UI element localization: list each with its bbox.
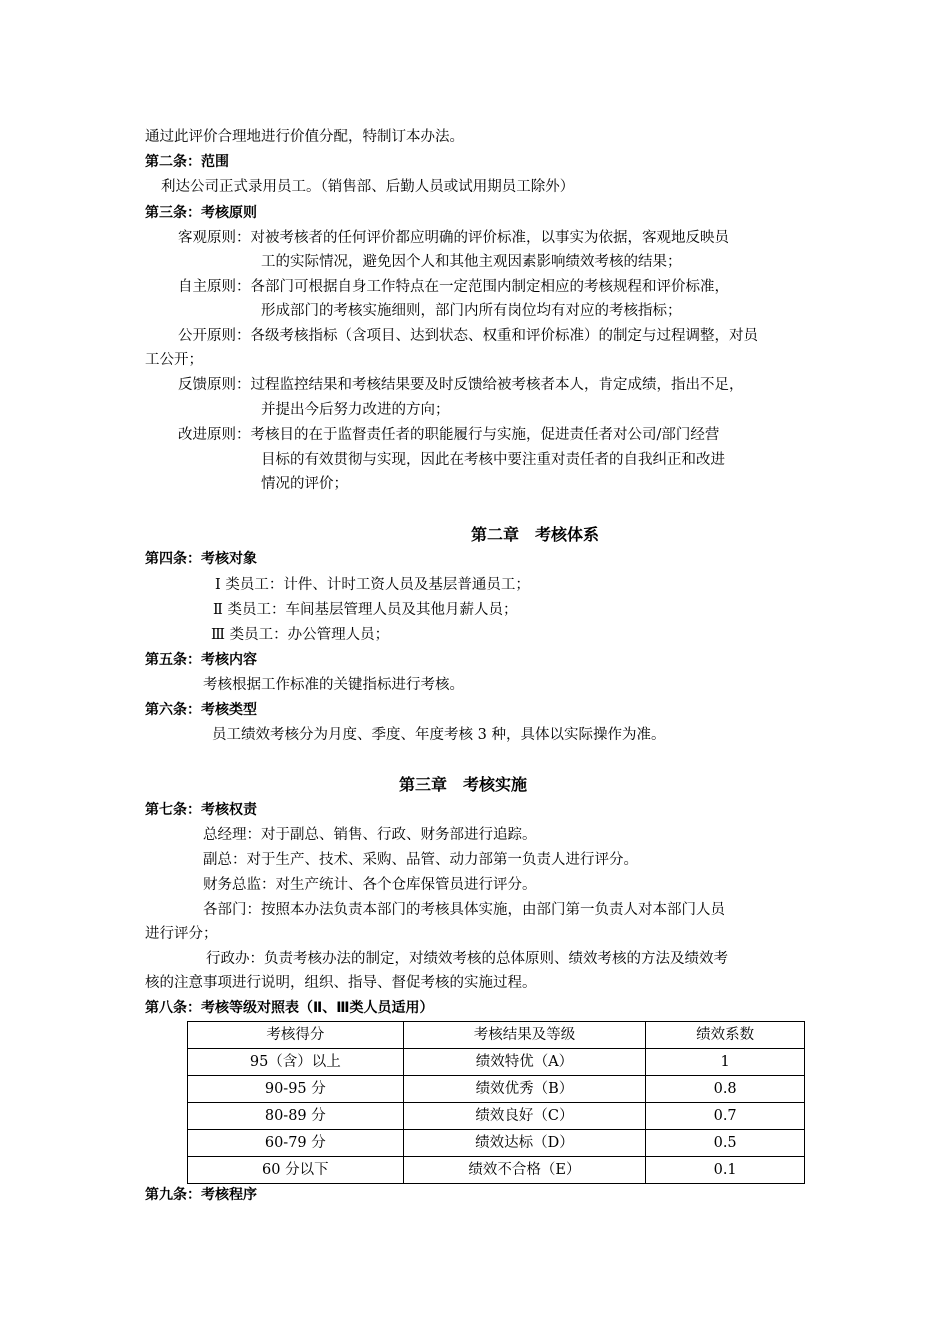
table-cell: 绩效达标（D） — [403, 1130, 646, 1157]
principle-feedback-cont: 并提出今后努力改进的方向； — [261, 402, 450, 418]
table-cell: 0.8 — [646, 1076, 805, 1103]
principle-improvement-cont-2: 情况的评价； — [261, 476, 348, 492]
table-header: 绩效系数 — [646, 1022, 805, 1049]
duty-vice-president: 副总：对于生产、技术、采购、品管、动力部第一负责人进行评分。 — [203, 852, 638, 868]
article-5-text: 考核根据工作标准的关键指标进行考核。 — [203, 677, 464, 693]
principle-openness: 公开原则：各级考核指标（含项目、达到状态、权重和评价标准）的制定与过程调整，对员 — [178, 328, 758, 344]
table-header: 考核结果及等级 — [403, 1022, 646, 1049]
table-cell: 1 — [646, 1049, 805, 1076]
article-2-title: 第二条：范围 — [145, 154, 229, 170]
article-7-title: 第七条：考核权责 — [145, 802, 257, 818]
article-6-title: 第六条：考核类型 — [145, 702, 257, 718]
table-cell: 60 分以下 — [188, 1157, 404, 1184]
article-8-title: 第八条：考核等级对照表（Ⅱ、Ⅲ类人员适用） — [145, 1000, 434, 1016]
table-cell: 绩效特优（A） — [403, 1049, 646, 1076]
duty-admin-office-cont: 核的注意事项进行说明，组织、指导、督促考核的实施过程。 — [145, 975, 537, 991]
table-cell: 绩效优秀（B） — [403, 1076, 646, 1103]
article-2-text: 利达公司正式录用员工。（销售部、后勤人员或试用期员工除外） — [161, 179, 575, 195]
table-cell: 0.1 — [646, 1157, 805, 1184]
duty-departments: 各部门：按照本办法负责本部门的考核具体实施，由部门第一负责人对本部门人员 — [203, 902, 725, 918]
principle-autonomy: 自主原则：各部门可根据自身工作特点在一定范围内制定相应的考核规程和评价标准， — [178, 279, 729, 295]
principle-objective-cont: 工的实际情况，避免因个人和其他主观因素影响绩效考核的结果； — [261, 254, 682, 270]
table-row — [188, 1049, 805, 1076]
duty-departments-cont: 进行评分； — [145, 926, 218, 942]
chapter-2-heading: 第二章 考核体系 — [471, 525, 600, 544]
table-cell: 90-95 分 — [188, 1076, 404, 1103]
table-cell: 0.7 — [646, 1103, 805, 1130]
duty-finance-director: 财务总监：对生产统计、各个仓库保管员进行评分。 — [203, 877, 537, 893]
principle-objective: 客观原则：对被考核者的任何评价都应明确的评价标准，以事实为依据，客观地反映员 — [178, 230, 729, 246]
table-row — [188, 1076, 805, 1103]
principle-autonomy-cont: 形成部门的考核实施细则，部门内所有岗位均有对应的考核指标； — [261, 303, 682, 319]
intro-line: 通过此评价合理地进行价值分配，特制订本办法。 — [145, 129, 464, 145]
principle-feedback: 反馈原则：过程监控结果和考核结果要及时反馈给被考核者本人，肯定成绩，指出不足， — [178, 377, 744, 393]
article-3-title: 第三条：考核原则 — [145, 205, 257, 221]
article-6-text: 员工绩效考核分为月度、季度、年度考核 3 种，具体以实际操作为准。 — [212, 727, 666, 743]
grade-table — [187, 1021, 805, 1184]
duty-general-manager: 总经理：对于副总、销售、行政、财务部进行追踪。 — [203, 827, 537, 843]
table-row — [188, 1157, 805, 1184]
chapter-3-heading: 第三章 考核实施 — [399, 775, 528, 794]
article-9-title: 第九条：考核程序 — [145, 1187, 257, 1203]
table-row — [188, 1130, 805, 1157]
table-cell: 0.5 — [646, 1130, 805, 1157]
table-row — [188, 1103, 805, 1130]
article-5-title: 第五条：考核内容 — [145, 652, 257, 668]
table-header-row — [188, 1022, 805, 1049]
employee-class-3: Ⅲ 类员工：办公管理人员； — [211, 627, 390, 643]
employee-class-2: Ⅱ 类员工：车间基层管理人员及其他月薪人员； — [213, 602, 518, 618]
table-cell: 绩效不合格（E） — [403, 1157, 646, 1184]
table-cell: 60-79 分 — [188, 1130, 404, 1157]
principle-improvement: 改进原则：考核目的在于监督责任者的职能履行与实施，促进责任者对公司/部门经营 — [178, 427, 720, 443]
table-cell: 绩效良好（C） — [403, 1103, 646, 1130]
employee-class-1: Ⅰ 类员工：计件、计时工资人员及基层普通员工； — [215, 577, 530, 593]
table-cell: 95（含）以上 — [188, 1049, 404, 1076]
duty-admin-office: 行政办：负责考核办法的制定，对绩效考核的总体原则、绩效考核的方法及绩效考 — [206, 951, 728, 967]
principle-openness-cont: 工公开； — [145, 352, 203, 368]
table-header: 考核得分 — [188, 1022, 404, 1049]
table-cell: 80-89 分 — [188, 1103, 404, 1130]
article-4-title: 第四条：考核对象 — [145, 551, 257, 567]
principle-improvement-cont-1: 目标的有效贯彻与实现，因此在考核中要注重对责任者的自我纠正和改进 — [261, 452, 725, 468]
